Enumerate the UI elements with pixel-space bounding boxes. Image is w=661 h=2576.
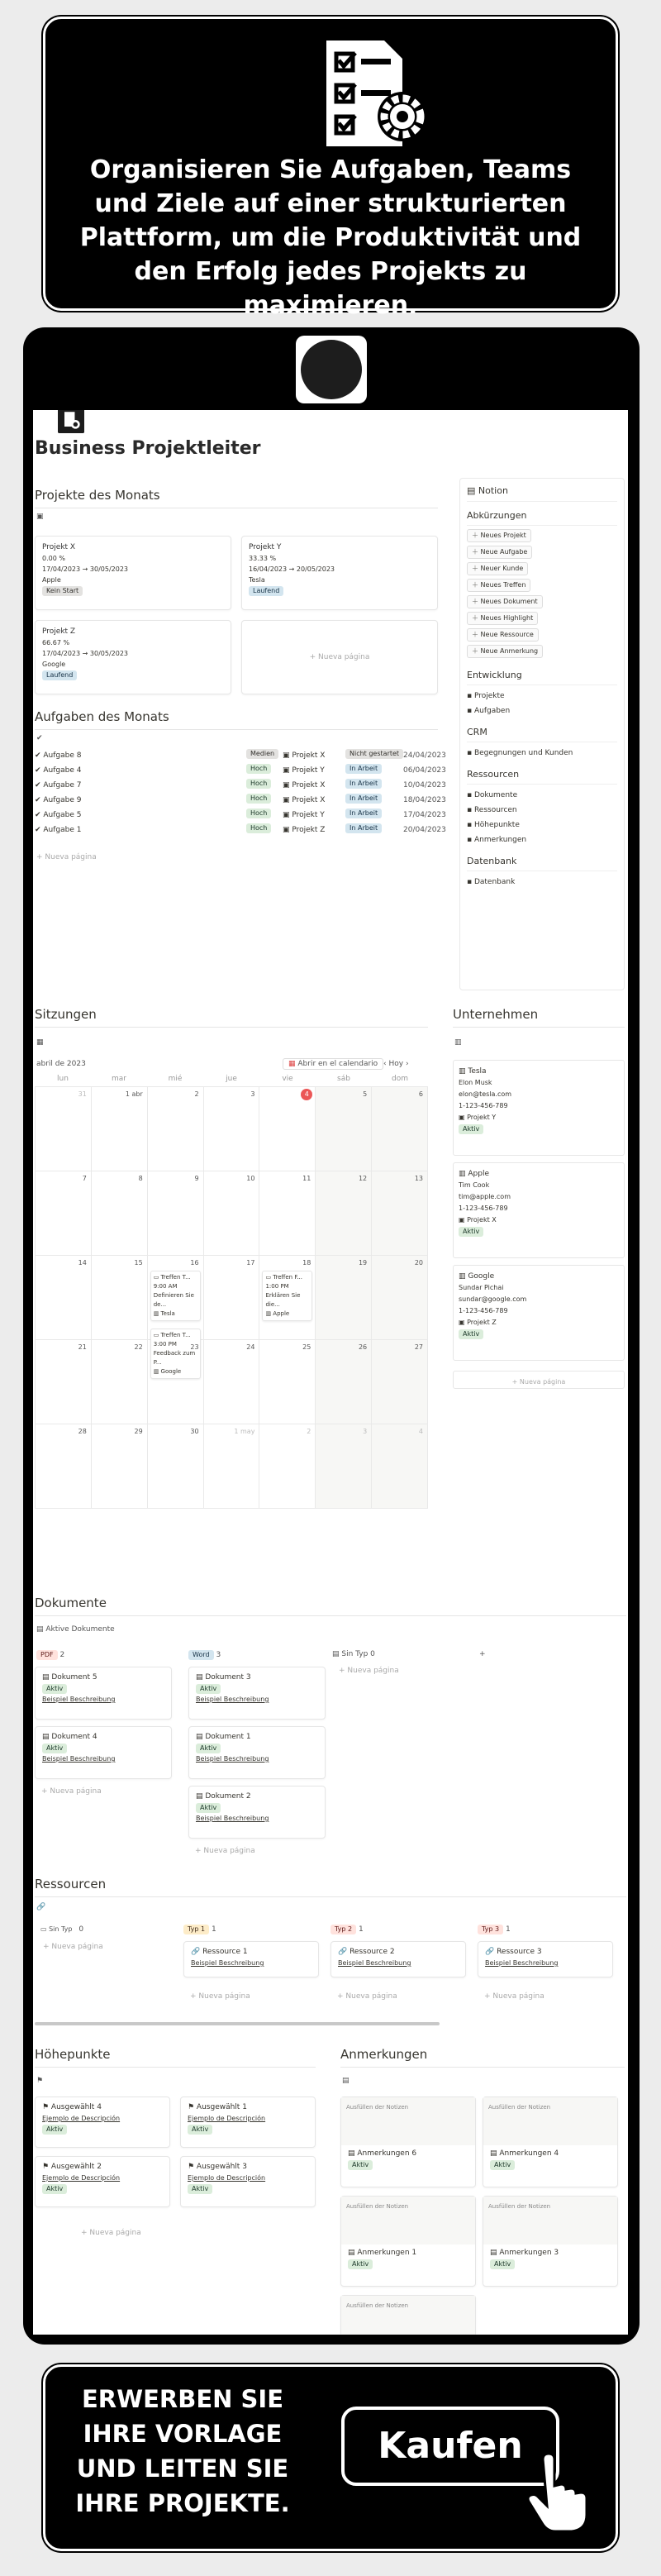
status-tag: Aktiv [196,1744,221,1753]
sidebar-link[interactable]: ▪ Ressourcen [467,806,517,814]
open-calendar-button[interactable]: ▦ Abrir en el calendario [283,1058,383,1070]
day-number: 28 [78,1428,87,1435]
task-date: 20/04/2023 [403,826,446,834]
calendar-day[interactable] [92,1087,148,1171]
note-preview: Ausfüllen der Notizen [483,2097,617,2145]
day-number: 22 [134,1343,143,1351]
document-name: ▤ Dokument 5 [42,1673,97,1682]
resource-group: Typ 1 1 [183,1925,216,1934]
event-company: ▥ Google [153,1368,182,1375]
calendar-day[interactable] [36,1424,92,1509]
note-name: ▤ Anmerkungen 3 [490,2249,559,2257]
day-number: 10 [246,1175,255,1182]
company-field: tim@apple.com [459,1193,511,1200]
task-name: ✔ Aufgabe 5 [35,811,82,819]
day-number: 23 [190,1343,199,1351]
day-number: 29 [134,1428,143,1435]
resources-heading: Ressourcen [35,1877,626,1897]
notes-icon: ▤ [342,2077,350,2085]
priority-tag: Hoch [246,809,271,818]
day-number: 7 [82,1175,87,1182]
calendar-day[interactable] [204,1424,260,1509]
calendar-day[interactable] [204,1171,260,1256]
status-tag: Aktiv [459,1124,483,1134]
task-project: ▣ Projekt X [283,751,326,760]
note-preview: Ausfüllen der Notizen [341,2097,475,2145]
status-tag: Aktiv [490,2160,515,2170]
document-card[interactable] [188,1667,326,1720]
day-number: 20 [414,1259,424,1267]
project-card[interactable]: Projekt Z 66.67 % 17/04/2023 → 30/05/2023 Google Laufend [35,620,231,694]
company-card[interactable] [453,1265,625,1361]
event-company: ▥ Tesla [153,1310,175,1317]
resource-group: Typ 3 1 [478,1925,511,1934]
documents-new-page[interactable]: + Nueva página [41,1787,102,1796]
highlights-heading: Höhepunkte [35,2047,316,2068]
document-name: ▤ Dokument 2 [196,1792,251,1801]
calendar-view-icon: ▦ [36,1038,44,1047]
day-number: 11 [302,1175,311,1182]
doc-group-none: ▤ Sin Typ 0 [332,1650,375,1658]
project-card[interactable]: Projekt X 0.00 % 17/04/2023 → 30/05/2023 Apple Kein Start [35,536,231,610]
note-card[interactable] [483,2097,618,2187]
calendar-day[interactable] [36,1087,92,1171]
projects-heading: Projekte des Monats [35,488,438,508]
meeting-event[interactable] [262,1271,312,1321]
weekday-label: lun [57,1075,69,1083]
company-card[interactable] [453,1162,625,1258]
shortcuts-heading: Abkürzungen [467,502,617,526]
calendar-day[interactable] [316,1256,372,1340]
calendar-grid [35,1086,428,1509]
note-card[interactable] [340,2295,476,2335]
tasks-heading: Aufgaben des Monats [35,709,438,730]
add-group-icon[interactable]: + [479,1650,486,1658]
status-tag: Nicht gestartet [345,749,403,759]
company-card[interactable] [453,1060,625,1156]
status-tag: In Arbeit [345,809,382,818]
company-name: ▥ Apple [459,1170,489,1178]
resource-card[interactable] [183,1941,319,1977]
day-number: 27 [414,1343,424,1351]
bookmark-icon: ⚑ [36,2077,44,2085]
company-field: Sundar Pichai [459,1284,504,1291]
weekday-label: jue [226,1075,237,1083]
day-number: 1 abr [125,1090,143,1098]
documents-view[interactable]: ▤ Aktive Dokumente [36,1625,115,1634]
pointer-hand-icon [525,2453,591,2532]
calendar-day[interactable] [148,1171,204,1256]
sidebar-link[interactable]: ▪ Anmerkungen [467,836,527,844]
resource-desc: Beispiel Beschreibung [485,1959,559,1967]
resource-name: 🔗 Ressource 2 [338,1948,395,1956]
shortcut-button[interactable]: ＋ Neue Aufgabe [467,546,532,559]
weekday-label: sáb [337,1075,350,1083]
footer-banner [43,2364,618,2551]
event-title: ▭ Treffen F... [265,1274,302,1281]
day-number: 19 [358,1259,368,1267]
document-card[interactable] [35,1667,172,1720]
day-number: 13 [414,1175,424,1182]
event-time: 9:00 AM [153,1283,178,1290]
sidebar-link[interactable]: ▪ Projekte [467,692,505,700]
status-tag: In Arbeit [345,823,382,833]
event-desc: Erklären Sie die... [265,1292,301,1308]
status-tag: Aktiv [188,2184,212,2194]
calendar-day[interactable] [372,1087,428,1171]
day-number: 17 [246,1259,255,1267]
day-number: 26 [358,1343,368,1351]
resource-name: 🔗 Ressource 3 [485,1948,542,1956]
task-project: ▣ Projekt Z [283,826,326,834]
calendar-day[interactable] [259,1340,316,1424]
task-row[interactable] [35,794,446,807]
status-tag: In Arbeit [345,794,382,804]
priority-tag: Medien [246,749,278,759]
status-tag: In Arbeit [345,764,382,774]
doc-group-word: Word 3 [188,1650,221,1660]
task-row[interactable] [35,779,446,792]
day-number: 24 [246,1343,255,1351]
status-tag: Aktiv [348,2259,373,2269]
status-tag: Aktiv [42,2184,67,2194]
company-field: Tim Cook [459,1181,490,1189]
day-number: 3 [250,1090,255,1098]
shortcut-button[interactable]: ＋ Neue Ressource [467,628,539,642]
tasks-new-page[interactable]: + Nueva página [36,853,97,861]
day-number: 31 [78,1090,87,1098]
task-name: ✔ Aufgabe 1 [35,826,82,834]
note-preview: Ausfüllen der Notizen [483,2197,617,2244]
resource-group: Typ 2 1 [330,1925,364,1934]
hero-banner [43,17,618,320]
day-number: 25 [302,1343,311,1351]
day-number: 16 [190,1259,199,1267]
day-number: 14 [78,1259,87,1267]
companies-new-page[interactable]: + Nueva página [453,1371,625,1389]
meeting-event[interactable] [150,1271,201,1321]
calendar-week [36,1424,428,1509]
calendar-day[interactable] [372,1171,428,1256]
resources-new-page[interactable]: + Nueva página [190,1992,250,2001]
event-time: 1:00 PM [265,1283,289,1290]
day-number: 21 [78,1343,87,1351]
task-row[interactable] [35,823,446,837]
calendar-day[interactable] [316,1171,372,1256]
task-project: ▣ Projekt X [283,796,326,804]
new-page-card[interactable]: + Nueva página [241,620,438,694]
priority-tag: Hoch [246,779,271,789]
document-desc: Beispiel Beschreibung [42,1696,116,1703]
sidebar-link[interactable]: ▪ Dokumente [467,791,518,799]
calendar-day[interactable] [204,1340,260,1424]
task-date: 18/04/2023 [403,796,446,804]
weekday-label: dom [392,1075,408,1083]
company-field: Elon Musk [459,1079,492,1086]
note-card[interactable] [340,2196,476,2287]
resource-desc: Beispiel Beschreibung [338,1959,411,1967]
company-field: sundar@google.com [459,1295,527,1303]
calendar-day[interactable] [148,1340,204,1424]
company-field: 1-123-456-789 [459,1307,508,1314]
company-name: ▥ Tesla [459,1067,487,1076]
buy-button[interactable]: Kaufen [341,2407,559,2486]
day-number: 2 [194,1090,199,1098]
task-row[interactable] [35,749,446,762]
calendar-day[interactable] [259,1256,316,1340]
shortcut-button[interactable]: ＋ Neues Treffen [467,579,530,592]
event-desc: Definieren Sie de... [153,1292,194,1308]
highlight-desc: Ejemplo de Descripción [42,2174,121,2182]
documents-heading: Dokumente [35,1596,626,1616]
note-name: ▤ Anmerkungen 4 [490,2149,559,2158]
calendar-day[interactable] [92,1340,148,1424]
highlight-card[interactable] [180,2097,316,2148]
note-card[interactable] [340,2097,476,2187]
highlights-new-page[interactable]: + Nueva página [81,2229,141,2237]
shortcut-button[interactable]: ＋ Neue Anmerkung [467,645,543,658]
status-tag: Aktiv [196,1803,221,1813]
documents-new-page[interactable]: + Nueva página [195,1847,255,1855]
highlight-name: ⚑ Ausgewählt 2 [42,2163,102,2171]
link-icon: 🔗 [36,1903,46,1911]
note-name: ▤ Anmerkungen 1 [348,2249,417,2257]
company-project: ▣ Projekt Z [459,1319,497,1326]
shortcut-button[interactable]: ＋ Neuer Kunde [467,562,528,575]
calendar-day[interactable] [372,1340,428,1424]
horizontal-scrollbar[interactable] [35,2022,440,2025]
resource-card[interactable] [330,1941,466,1977]
status-tag: Aktiv [188,2125,212,2135]
calendar-day[interactable] [316,1424,372,1509]
calendar-nav[interactable]: ‹ Hoy › [383,1060,409,1068]
highlight-desc: Ejemplo de Descripción [188,2115,266,2122]
sidebar-link[interactable]: ▪ Datenbank [467,878,516,886]
document-name: ▤ Dokument 4 [42,1733,97,1741]
calendar-day[interactable] [36,1340,92,1424]
document-name: ▤ Dokument 3 [196,1673,251,1682]
calendar-week [36,1171,428,1256]
status-tag: Aktiv [42,1684,67,1694]
calendar-day[interactable] [148,1087,204,1171]
checklist-gear-icon [320,37,427,153]
checkbox-view-icon: ✔ [36,734,43,742]
calendar-day[interactable] [259,1171,316,1256]
document-card[interactable] [188,1726,326,1779]
calendar-week [36,1340,428,1424]
company-name: ▥ Google [459,1272,495,1281]
document-desc: Beispiel Beschreibung [196,1815,269,1822]
weekday-label: mié [168,1075,183,1083]
sidebar-link[interactable]: ▪ Aufgaben [467,707,511,715]
resources-new-page[interactable]: + Nueva página [484,1992,544,2001]
resource-name: 🔗 Ressource 1 [191,1948,248,1956]
calendar-day[interactable] [204,1256,260,1340]
calendar-day[interactable] [92,1171,148,1256]
event-time: 3:00 PM [153,1341,177,1348]
priority-tag: Hoch [246,764,271,774]
status-tag: Aktiv [459,1329,483,1339]
calendar-day[interactable] [204,1087,260,1171]
camera-notch [296,336,367,403]
calendar-day[interactable] [36,1256,92,1340]
day-number: 8 [138,1175,143,1182]
company-field: 1-123-456-789 [459,1205,508,1212]
companies-heading: Unternehmen [453,1007,625,1028]
page-icon [56,410,86,435]
calendar-day[interactable] [259,1087,316,1171]
priority-tag: Hoch [246,823,271,833]
company-project: ▣ Projekt Y [459,1114,497,1121]
task-name: ✔ Aufgabe 8 [35,751,82,760]
building-icon: ▥ [454,1038,462,1047]
task-row[interactable] [35,764,446,777]
day-number: 4 [301,1089,312,1100]
status-tag: Aktiv [348,2160,373,2170]
resource-group: ▭ Sin Typ 0 [40,1925,84,1934]
highlight-name: ⚑ Ausgewählt 1 [188,2103,247,2111]
task-date: 06/04/2023 [403,766,446,775]
resources-new-page[interactable]: + Nueva página [337,1992,397,2001]
documents-new-page[interactable]: + Nueva página [339,1667,399,1675]
calendar-day[interactable] [372,1256,428,1340]
calendar-day[interactable] [316,1087,372,1171]
note-preview: Ausfüllen der Notizen [341,2296,475,2335]
day-number: 15 [134,1259,143,1267]
highlight-card[interactable] [35,2097,170,2148]
calendar-red-icon: ▦ [288,1060,296,1068]
notion-icon: ▤ [467,485,476,496]
footer-text: ERWERBEN SIE IHRE VORLAGE UND LEITEN SIE IHRE PROJEKTE. [75,2385,290,2517]
document-card[interactable] [188,1786,326,1839]
resources-new-page[interactable]: + Nueva página [43,1943,103,1951]
task-project: ▣ Projekt Y [283,766,325,775]
status-tag: Aktiv [459,1227,483,1237]
task-name: ✔ Aufgabe 7 [35,781,82,789]
calendar-day[interactable] [92,1424,148,1509]
note-preview: Ausfüllen der Notizen [341,2197,475,2244]
day-number: 4 [418,1428,424,1435]
calendar-month: abril de 2023 [36,1060,86,1068]
document-desc: Beispiel Beschreibung [196,1696,269,1703]
day-number: 5 [363,1090,368,1098]
sidebar-link[interactable]: ▪ Höhepunkte [467,821,520,829]
task-date: 24/04/2023 [403,751,446,760]
priority-tag: Hoch [246,794,271,804]
weekday-label: mar [112,1075,126,1083]
resources-side-heading: Ressourcen [467,761,617,785]
task-date: 10/04/2023 [403,781,446,789]
company-field: elon@tesla.com [459,1090,512,1098]
task-row[interactable] [35,809,446,822]
event-company: ▥ Apple [265,1310,290,1317]
note-card[interactable] [483,2196,618,2287]
highlight-card[interactable] [180,2156,316,2207]
calendar-day[interactable] [259,1424,316,1509]
calendar-day[interactable] [148,1424,204,1509]
day-number: 2 [307,1428,311,1435]
highlight-name: ⚑ Ausgewählt 3 [188,2163,247,2171]
status-tag: Aktiv [42,1744,67,1753]
status-tag: Aktiv [42,2125,67,2135]
doc-group-pdf: PDF 2 [36,1650,64,1660]
status-tag: In Arbeit [345,779,382,789]
shortcut-button[interactable]: ＋ Neues Projekt [467,529,531,542]
task-name: ✔ Aufgabe 9 [35,796,82,804]
crm-heading: CRM [467,718,617,742]
notes-heading: Anmerkungen [340,2047,625,2068]
project-card[interactable]: Projekt Y 33.33 % 16/04/2023 → 20/05/2023 Tesla Laufend [241,536,438,610]
sidebar-panel: ▤ Notion Abkürzungen ＋ Neues Projekt ＋ Neue Aufgabe ＋ Neuer Kunde ＋ Neues Treffen ＋ Neues Dokument ＋ Neues Highlight ＋ Neue Ressource ＋ Neue Anmerkung Entwicklung ▪ Projekte ▪ Aufgaben CRM ▪ Begegnungen und Kunden Ressourcen ▪ Dokumente ▪ Ressourcen ▪ Höhepunkte ▪ Anmerkungen Datenbank ▪ Datenbank [459,478,625,990]
shortcut-button[interactable]: ＋ Neues Dokument [467,595,543,608]
weekday-label: vie [282,1075,293,1083]
event-title: ▭ Treffen T... [153,1274,191,1281]
calendar-day[interactable] [372,1424,428,1509]
task-name: ✔ Aufgabe 4 [35,766,82,775]
calendar-day[interactable] [316,1340,372,1424]
document-card[interactable] [35,1726,172,1779]
day-number: 18 [302,1259,311,1267]
company-project: ▣ Projekt X [459,1216,497,1224]
hero-text: Organisieren Sie Aufgaben, Teams und Ziele auf einer strukturierten Plattform, um die Produktivität und den Erfolg jedes Projekts zu maximieren. [79,155,582,320]
highlight-desc: Ejemplo de Descripción [188,2174,266,2182]
task-date: 17/04/2023 [403,811,446,819]
database-heading: Datenbank [467,847,617,871]
event-desc: Feedback zum P... [153,1350,196,1366]
day-number: 1 may [234,1428,255,1435]
resource-desc: Beispiel Beschreibung [191,1959,264,1967]
notion-page [33,410,628,2335]
highlight-name: ⚑ Ausgewählt 4 [42,2103,102,2111]
day-number: 30 [190,1428,199,1435]
calendar-day[interactable] [36,1171,92,1256]
calendar-day[interactable] [92,1256,148,1340]
task-project: ▣ Projekt Y [283,811,325,819]
day-number: 6 [418,1090,424,1098]
company-field: 1-123-456-789 [459,1102,508,1109]
day-number: 3 [363,1428,368,1435]
meetings-heading: Sitzungen [35,1007,428,1028]
document-desc: Beispiel Beschreibung [42,1755,116,1763]
event-title: ▭ Treffen T... [153,1332,191,1338]
page-title: Business Projektleiter [35,438,261,459]
status-tag: Aktiv [196,1684,221,1694]
day-number: 12 [358,1175,368,1182]
shortcut-button[interactable]: ＋ Neues Highlight [467,612,538,625]
day-number: 9 [194,1175,199,1182]
resource-card[interactable] [478,1941,613,1977]
note-name: ▤ Anmerkungen 6 [348,2149,417,2158]
task-project: ▣ Projekt X [283,781,326,789]
sidebar-link[interactable]: ▪ Begegnungen und Kunden [467,749,573,757]
status-tag: Aktiv [490,2259,515,2269]
document-name: ▤ Dokument 1 [196,1733,251,1741]
gallery-view-icon: ▣ [36,513,44,521]
highlight-desc: Ejemplo de Descripción [42,2115,121,2122]
document-desc: Beispiel Beschreibung [196,1755,269,1763]
highlight-card[interactable] [35,2156,170,2207]
development-heading: Entwicklung [467,661,617,685]
calendar-week [36,1087,428,1171]
